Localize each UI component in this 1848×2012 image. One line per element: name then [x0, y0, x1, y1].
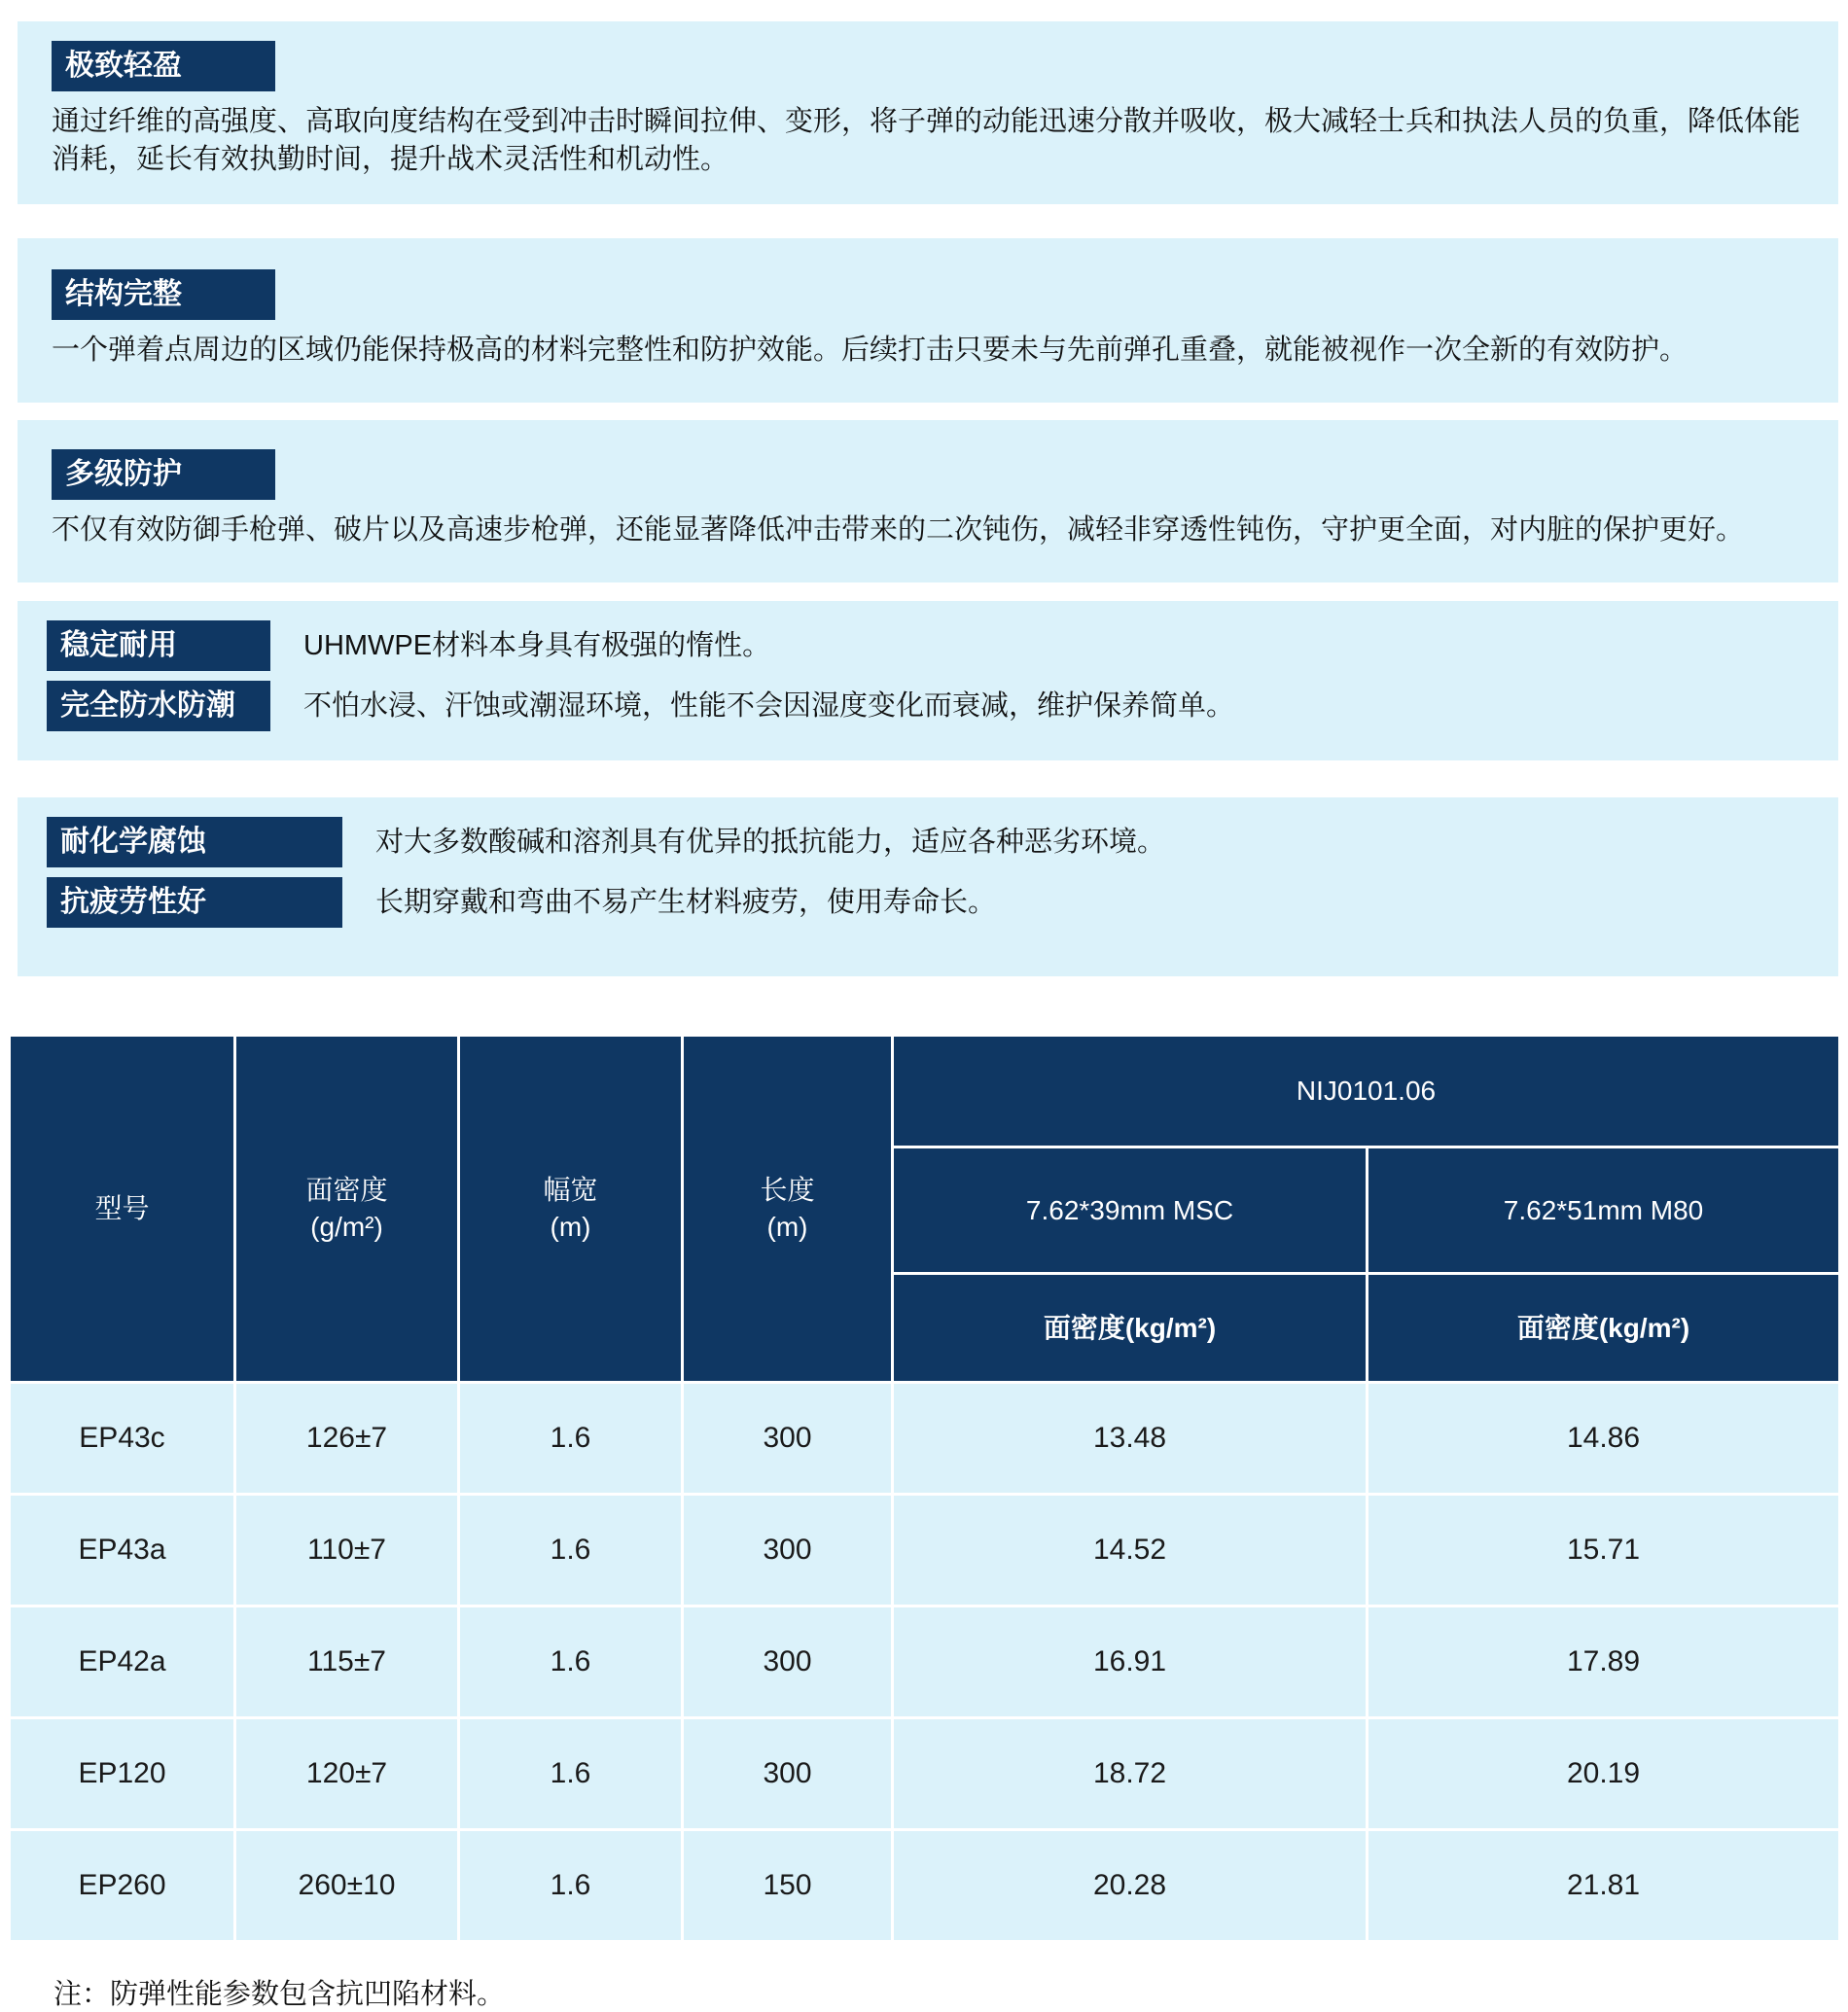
header-areal-density — [235, 1036, 459, 1383]
feature-label-fatigue: 抗疲劳性好 — [47, 877, 342, 928]
spacer — [0, 204, 1848, 238]
cell-length: 300 — [683, 1718, 893, 1830]
table-row-ep260 — [10, 1830, 1840, 1942]
cell-width: 1.6 — [459, 1718, 683, 1830]
feature-text-fatigue: 长期穿戴和弯曲不易产生材料疲劳，使用寿命长。 — [375, 887, 997, 918]
table-row-ep43c — [10, 1383, 1840, 1495]
cell-model: EP120 — [10, 1718, 235, 1830]
cell-model: EP260 — [10, 1830, 235, 1942]
cell-width: 1.6 — [459, 1606, 683, 1718]
feature-title-integrity: 结构完整 — [52, 269, 275, 320]
cell-density: 120±7 — [235, 1718, 459, 1830]
feature-panel-durable-waterproof — [18, 601, 1838, 760]
feature-text-integrity: 一个弹着点周边的区域仍能保持极高的材料完整性和防护效能。后续打击只要未与先前弹孔重叠，就能被视作一次全新的有效防护。 — [52, 335, 1688, 366]
header-sub-density-msc: 面密度(kg/m²) — [893, 1274, 1368, 1383]
cell-msc: 13.48 — [893, 1383, 1368, 1495]
table-row-ep120 — [10, 1718, 1840, 1830]
header-width-line2: (m) — [550, 1212, 591, 1242]
cell-density: 126±7 — [235, 1383, 459, 1495]
cell-density: 115±7 — [235, 1606, 459, 1718]
header-width-line1: 幅宽 — [543, 1175, 598, 1205]
feature-title-multilevel: 多级防护 — [52, 449, 275, 500]
header-areal-density-line1: 面密度 — [305, 1175, 388, 1205]
cell-length: 300 — [683, 1606, 893, 1718]
spacer — [0, 403, 1848, 420]
header-length — [683, 1036, 893, 1383]
feature-title-lightweight: 极致轻盈 — [52, 41, 275, 91]
feature-panel-chemical-fatigue — [18, 797, 1838, 976]
header-areal-density-line2: (g/m²) — [310, 1212, 383, 1242]
cell-length: 300 — [683, 1383, 893, 1495]
feature-pair-durable — [47, 620, 1804, 671]
header-standard-nij: NIJ0101.06 — [893, 1036, 1840, 1147]
cell-density: 110±7 — [235, 1495, 459, 1606]
spec-table-body — [10, 1383, 1840, 1942]
cell-length: 300 — [683, 1495, 893, 1606]
feature-text-durable: UHMWPE材料本身具有极强的惰性。 — [303, 630, 771, 661]
spacer — [0, 760, 1848, 797]
table-footnote: 注：防弹性能参数包含抗凹陷材料。 — [53, 1979, 506, 2010]
cell-width: 1.6 — [459, 1830, 683, 1942]
cell-m80: 20.19 — [1368, 1718, 1840, 1830]
spacer — [0, 582, 1848, 601]
feature-text-lightweight: 通过纤维的高强度、高取向度结构在受到冲击时瞬间拉伸、变形，将子弹的动能迅速分散并吸收，极大减轻士兵和执法人员的负重，降低体能消耗，延长有效执勤时间，提升战术灵活性和机动性。 — [52, 106, 1801, 175]
feature-text-chemical: 对大多数酸碱和溶剂具有优异的抵抗能力，适应各种恶劣环境。 — [375, 827, 1166, 858]
cell-model: EP42a — [10, 1606, 235, 1718]
cell-length: 150 — [683, 1830, 893, 1942]
cell-m80: 14.86 — [1368, 1383, 1840, 1495]
header-length-line1: 长度 — [760, 1175, 815, 1205]
cell-m80: 15.71 — [1368, 1495, 1840, 1606]
top-spacer — [0, 0, 1848, 21]
spacer — [0, 976, 1848, 1034]
cell-msc: 16.91 — [893, 1606, 1368, 1718]
header-model: 型号 — [10, 1036, 235, 1383]
feature-pair-waterproof — [47, 681, 1804, 731]
feature-label-chemical: 耐化学腐蚀 — [47, 817, 342, 867]
table-row-ep43a — [10, 1495, 1840, 1606]
spec-table-header — [10, 1036, 1840, 1383]
feature-label-waterproof: 完全防水防潮 — [47, 681, 270, 731]
feature-panel-lightweight — [18, 21, 1838, 204]
cell-m80: 17.89 — [1368, 1606, 1840, 1718]
cell-density: 260±10 — [235, 1830, 459, 1942]
feature-label-durable: 稳定耐用 — [47, 620, 270, 671]
cell-width: 1.6 — [459, 1495, 683, 1606]
cell-msc: 18.72 — [893, 1718, 1368, 1830]
header-ammo-762x51-m80: 7.62*51mm M80 — [1368, 1147, 1840, 1274]
cell-m80: 21.81 — [1368, 1830, 1840, 1942]
feature-panel-integrity — [18, 238, 1838, 403]
feature-text-waterproof: 不怕水浸、汗蚀或潮湿环境，性能不会因湿度变化而衰减，维护保养简单。 — [303, 690, 1235, 722]
cell-msc: 20.28 — [893, 1830, 1368, 1942]
header-length-line2: (m) — [766, 1212, 808, 1242]
table-row-ep42a — [10, 1606, 1840, 1718]
feature-text-multilevel: 不仅有效防御手枪弹、破片以及高速步枪弹，还能显著降低冲击带来的二次钝伤，减轻非穿透性钝伤，守护更全面，对内脏的保护更好。 — [52, 514, 1745, 546]
header-ammo-762x39-msc: 7.62*39mm MSC — [893, 1147, 1368, 1274]
feature-panel-multilevel — [18, 420, 1838, 582]
feature-pair-fatigue — [47, 877, 1804, 928]
spec-table — [8, 1034, 1841, 1943]
cell-model: EP43a — [10, 1495, 235, 1606]
feature-pair-chemical — [47, 817, 1804, 867]
header-width — [459, 1036, 683, 1383]
cell-width: 1.6 — [459, 1383, 683, 1495]
header-sub-density-m80: 面密度(kg/m²) — [1368, 1274, 1840, 1383]
cell-msc: 14.52 — [893, 1495, 1368, 1606]
cell-model: EP43c — [10, 1383, 235, 1495]
